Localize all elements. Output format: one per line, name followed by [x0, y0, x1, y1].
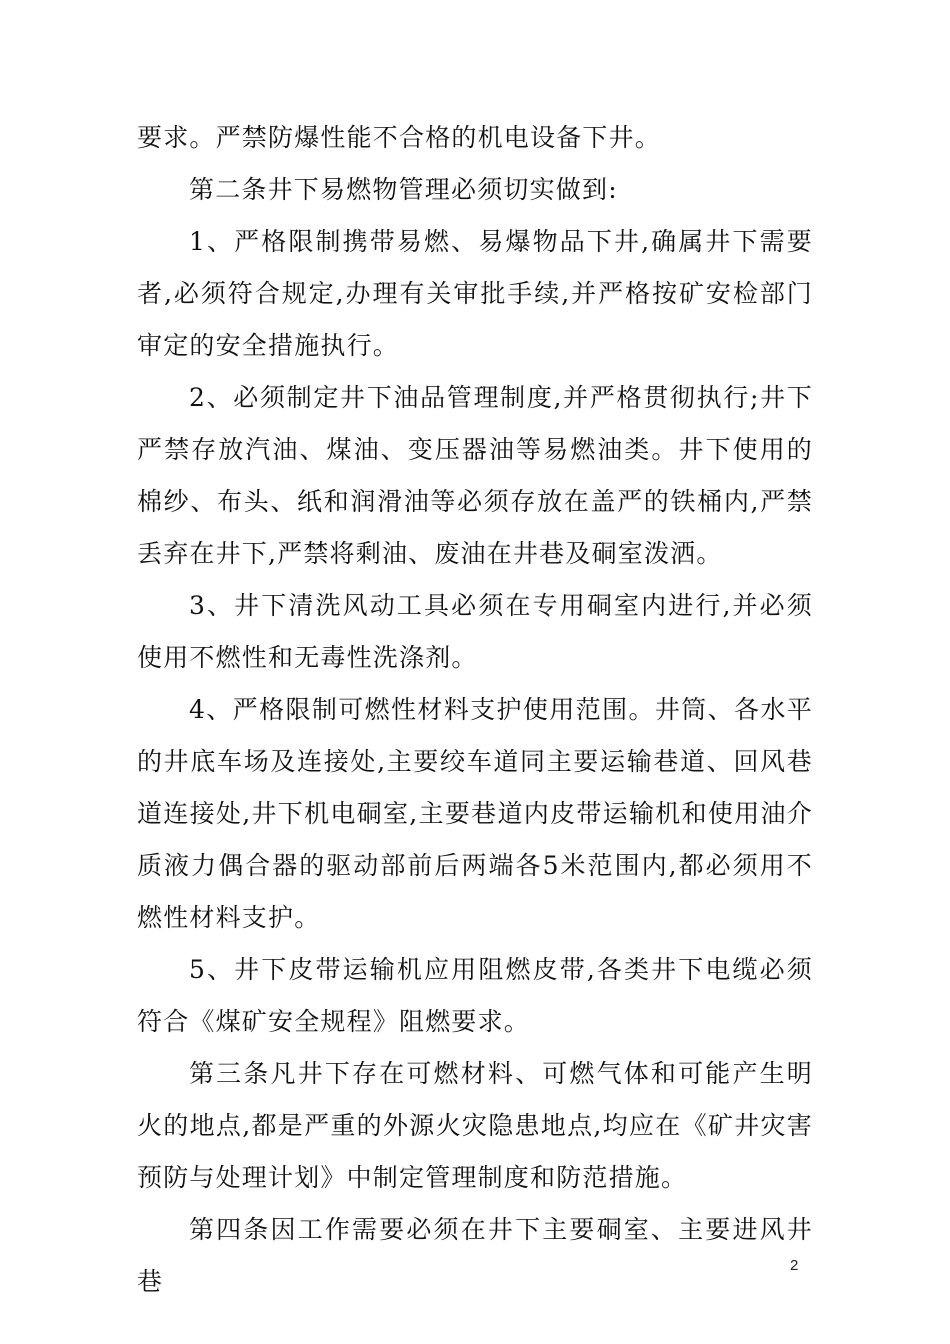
paragraph-item-4: 4、严格限制可燃性材料支护使用范围。井筒、各水平的井底车场及连接处,主要绞车道同主要运输巷道、回风巷道连接处,井下机电硐室,主要巷道内皮带运输机和使用油介质液力偶合器的驱动部前后两端各5米范围内,都必须用不燃性材料支护。: [137, 695, 813, 932]
paragraph-article-4: 第四条因工作需要必须在井下主要硐室、主要进风井巷: [137, 1215, 813, 1296]
paragraph-item-2: 2、必须制定井下油品管理制度,并严格贯彻执行;井下严禁存放汽油、煤油、变压器油等易燃油类。井下使用的棉纱、布头、纸和润滑油等必须存放在盖严的铁桶内,严禁丢弃在井下,严禁将剩油、废油在井巷及硐室泼洒。: [137, 383, 813, 568]
paragraph-item-3: 3、井下清洗风动工具必须在专用硐室内进行,并必须使用不燃性和无毒性洗涤剂。: [137, 591, 813, 672]
paragraph-item-5: 5、井下皮带运输机应用阻燃皮带,各类井下电缆必须符合《煤矿安全规程》阻燃要求。: [137, 955, 813, 1036]
document-body: [137, 112, 813, 1308]
page-number: 2: [790, 1257, 799, 1274]
paragraph-item-1: 1、严格限制携带易燃、易爆物品下井,确属井下需要者,必须符合规定,办理有关审批手续,并严格按矿安检部门审定的安全措施执行。: [137, 227, 813, 360]
paragraph-article-2-heading: 第二条井下易燃物管理必须切实做到:: [189, 175, 618, 204]
paragraph-continuation: 要求。严禁防爆性能不合格的机电设备下井。: [137, 123, 662, 152]
paragraph-article-3: 第三条凡井下存在可燃材料、可燃气体和可能产生明火的地点,都是严重的外源火灾隐患地点,均应在《矿井灾害预防与处理计划》中制定管理制度和防范措施。: [137, 1059, 813, 1192]
